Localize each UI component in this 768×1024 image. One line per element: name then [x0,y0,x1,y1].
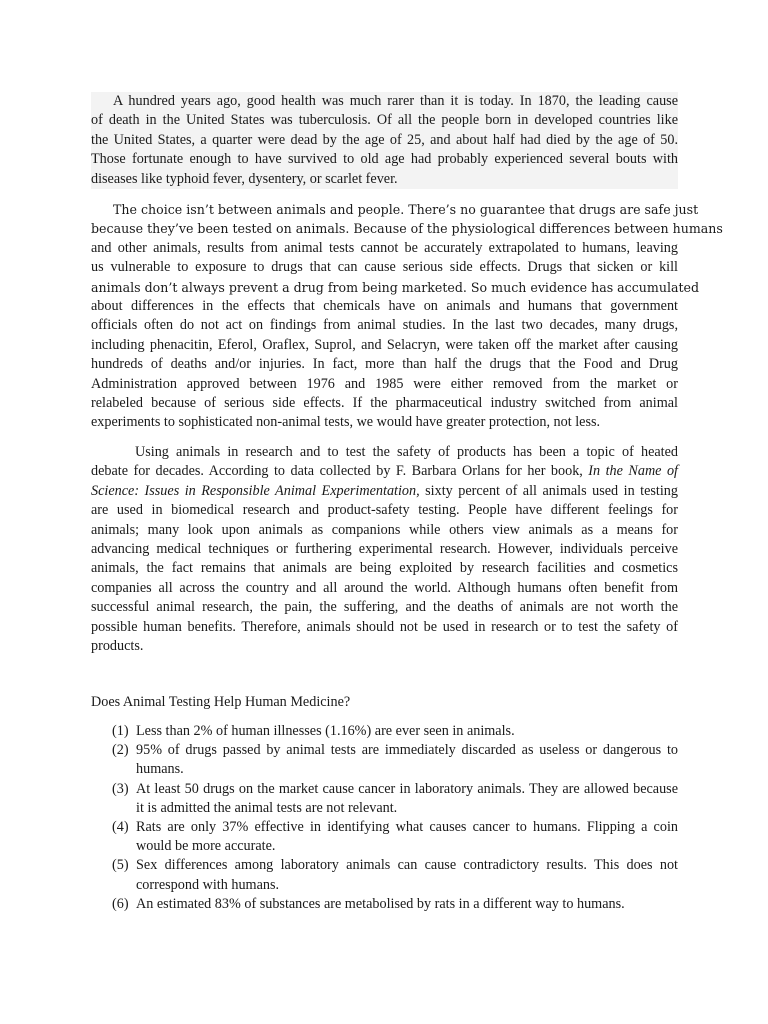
list-item: (4) Rats are only 37% effective in identifying what causes cancer to humans. Flipping a coin would be more accurate. [112,819,678,855]
text-line: companies all across the country and all around the world. Although humans often benefit from [91,579,678,596]
text-line: experiments to sophisticated non-animal tests, we would have greater protection, not less. [91,414,601,431]
book-title: Science: Issues in Responsible Animal Experimentation, [91,482,420,499]
numbered-list [112,722,678,914]
list-item: (3) At least 50 drugs on the market cause cancer in laboratory animals. They are allowed because it is admitted the animal tests are not relevant. [112,780,678,816]
text-line: Those fortunate enough to have survived to old age had probably experienced several bouts with [91,151,678,168]
text-line: products. [91,638,144,655]
text-line: animals, the fact remains that animals are being exploited by research facilities and cosmetics [91,560,678,577]
list-item: (2) 95% of drugs passed by animal tests are immediately discarded as useless or dangerous to humans. [112,742,678,778]
text-line: the United States, a quarter were dead by the age of 25, and about half had died by the age of 50. [91,131,678,148]
list-item: (6) An estimated 83% of substances are metabolised by rats in a different way to humans. [112,895,625,912]
text-line: relabeled because of serious side effects. If the pharmaceutical industry switched from animal [91,395,678,412]
text-line: officials often do not act on findings from animal studies. In the last two decades, many drugs, [91,317,678,334]
paragraph-1 [91,92,678,189]
text-line: The choice isn’t between animals and people. There’s no guarantee that drugs are safe just [113,202,699,217]
book-title: In the Name of [588,463,678,480]
text-line: animals don’t always prevent a drug from being marketed. So much evidence has accumulated [91,279,700,295]
text-line: including phenacitin, Eferol, Oraflex, Suprol, and Selacryn, were taken off the market after causing [91,336,678,353]
text-line: advancing medical techniques or furthering experimental research. However, individuals perceive [91,541,678,558]
text-line: Using animals in research and to test the safety of products has been a topic of heated [135,444,678,460]
text-line: of death in the United States was tuberculosis. Of all the people born in developed countries like [91,112,678,129]
text-line: because they’ve been tested on animals. Because of the physiological differences between humans [91,221,723,237]
text-line: animals; many look upon animals as companions while others view animals as a means for [91,521,678,538]
text-line: possible human benefits. Therefore, animals should not be used in research or to test the safety of [91,618,678,635]
paragraph-3 [91,443,678,656]
section-heading: Does Animal Testing Help Human Medicine? [91,694,351,710]
text-line: Administration approved between 1976 and 1985 were either removed from the market or [91,375,678,392]
text-line: us vulnerable to exposure to drugs that can cause serious side effects. Drugs that sicken or kill [91,259,678,276]
text-line: diseases like typhoid fever, dysentery, or scarlet fever. [91,170,398,187]
text-line: debate for decades. According to data collected by F. Barbara Orlans for her book, In the Name of [91,463,678,480]
text-line: and other animals, results from animal tests cannot be accurately extrapolated to humans, leaving [91,239,678,256]
text-line: successful animal research, the pain, the suffering, and the deaths of animals are not worth the [91,599,678,616]
list-item: (1) Less than 2% of human illnesses (1.16%) are ever seen in animals. [112,723,515,739]
paragraph-2 [91,200,723,433]
text-line: hundreds of deaths and/or injuries. In fact, more than half the drugs that the Food and Drug [91,356,678,373]
text-line: Science: Issues in Responsible Animal Experimentation, sixty percent of all animals used in testing [91,482,678,499]
text-line: A hundred years ago, good health was much rarer than it is today. In 1870, the leading cause [113,93,678,109]
list-item: (5) Sex differences among laboratory animals can cause contradictory results. This does not correspond with humans. [112,857,678,893]
text-line: about differences in the effects that chemicals have on animals and humans that government [91,298,678,315]
text-line: are used in biomedical research and product-safety testing. People have different feelings for [91,502,678,519]
